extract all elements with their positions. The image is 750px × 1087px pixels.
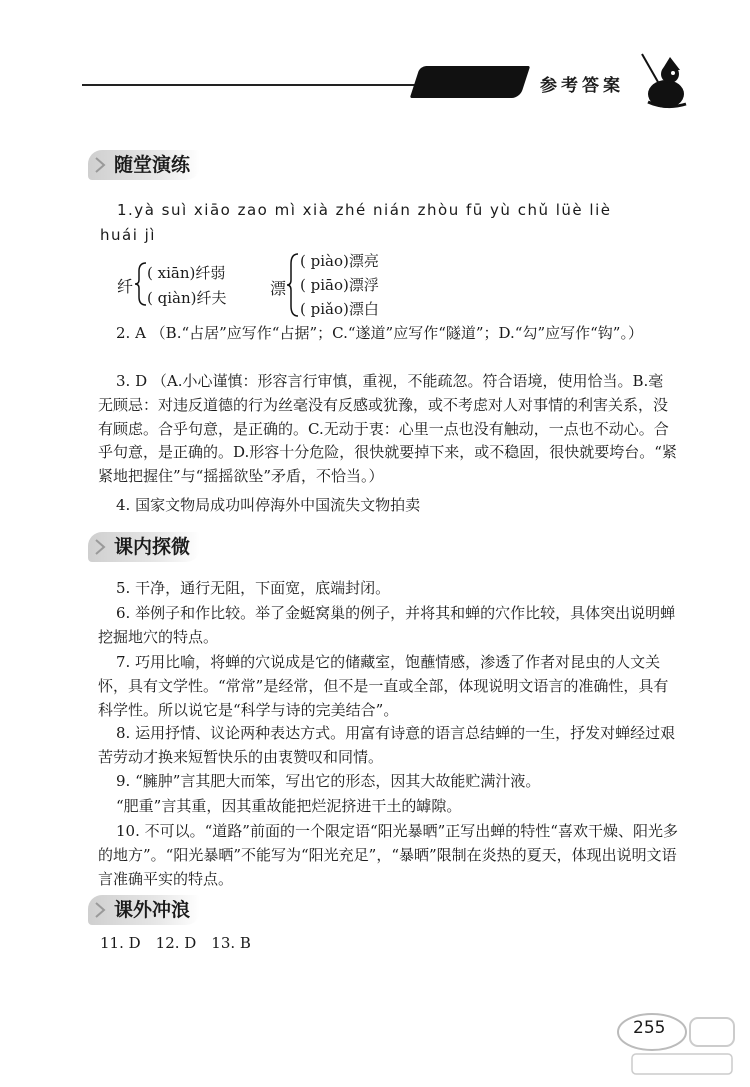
q1-piao-1: ( piào)漂亮 — [300, 252, 379, 270]
section-heading-3: 课外冲浪 — [88, 895, 200, 925]
section-deco-icon — [94, 156, 106, 174]
brace-icon — [134, 261, 148, 307]
section-heading-1: 随堂演练 — [88, 150, 200, 180]
section-deco-icon — [94, 901, 106, 919]
answer-q3: 3. D （A.小心谨慎：形容言行审慎，重视，不能疏忽。符合语境，使用恰当。B.毫无顾忌：对违反道德的行为丝毫没有反感或犹豫，或不考虑对人对事情的利害关系，没有顾虑。合乎句意，是正确的。C.无动于衷：心里一点也没有触动，一点也不动心。合乎句意，是正确的。D.形容十分危险，很快就要掉下来，或不稳固，很快就要垮台。“紧紧地把握住”与“摇摇欲坠”矛盾，不恰当。） — [98, 372, 677, 486]
answer-q9a: 9. “臃肿”言其肥大而笨，写出它的形态，因其大故能贮满汁液。 — [116, 772, 541, 790]
q1-piao-3: ( piǎo)漂白 — [300, 300, 379, 318]
section-deco-icon — [94, 538, 106, 556]
answer-q7: 7. 巧用比喻，将蝉的穴说成是它的储藏室，饱蘸情感，渗透了作者对昆虫的人文关怀，具有文学性。“常常”是经常，但不是一直或全部，体现说明文语言的准确性，具有科学性。所以说它是“科学与诗的完美结合”。 — [98, 653, 669, 719]
section-heading-2: 课内探微 — [88, 532, 200, 562]
mascot-illustration — [636, 52, 696, 110]
answer-q9b: “肥重”言其重，因其重故能把烂泥挤进干土的罅隙。 — [116, 797, 462, 815]
q1-xian-1: ( xiān)纤弱 — [147, 264, 226, 282]
watermark-stamp-icon — [612, 1010, 742, 1080]
answer-q10: 10. 不可以。“道路”前面的一个限定语“阳光暴晒”正写出蝉的特性“喜欢干燥、阳光多的地方”。“阳光暴晒”不能写为“阳光充足”，“暴晒”限制在炎热的夏天，体现出说明文语言准确平实的特点。 — [98, 822, 678, 888]
q1-pinyin-line1: 1.yà suì xiāo zao mì xià zhé nián zhòu fū yù chǔ lüè liè — [117, 201, 612, 219]
q1-piao-char: 漂 — [270, 279, 287, 298]
page-header-title: 参考答案 — [540, 76, 624, 96]
page-number: 255 — [633, 1018, 666, 1038]
q1-pinyin-line2: huái jì — [100, 226, 156, 244]
answer-q4: 4. 国家文物局成功叫停海外中国流失文物拍卖 — [116, 496, 421, 514]
q1-xian-char: 纤 — [117, 277, 134, 296]
answer-q5: 5. 干净，通行无阻，下面宽，底端封闭。 — [116, 579, 391, 597]
answer-q8: 8. 运用抒情、议论两种表达方式。用富有诗意的语言总结蝉的一生，抒发对蝉经过艰苦劳动才换来短暂快乐的由衷赞叹和同情。 — [98, 724, 676, 766]
header-rule — [82, 84, 422, 86]
brace-icon — [286, 252, 300, 318]
answer-q6: 6. 举例子和作比较。举了金蜓窝巢的例子，并将其和蝉的穴作比较，具体突出说明蝉挖掘地穴的特点。 — [98, 604, 676, 646]
answer-q2: 2. A （B.“占居”应写作“占据”；C.“遂道”应写作“隧道”；D.“勾”应写作“钩”。） — [116, 324, 643, 342]
q1-piao-2: ( piāo)漂浮 — [300, 276, 379, 294]
header-ink-bar — [410, 66, 530, 98]
answer-q11-13: 11. D 12. D 13. B — [100, 934, 251, 952]
q1-xian-2: ( qiàn)纤夫 — [147, 289, 227, 307]
